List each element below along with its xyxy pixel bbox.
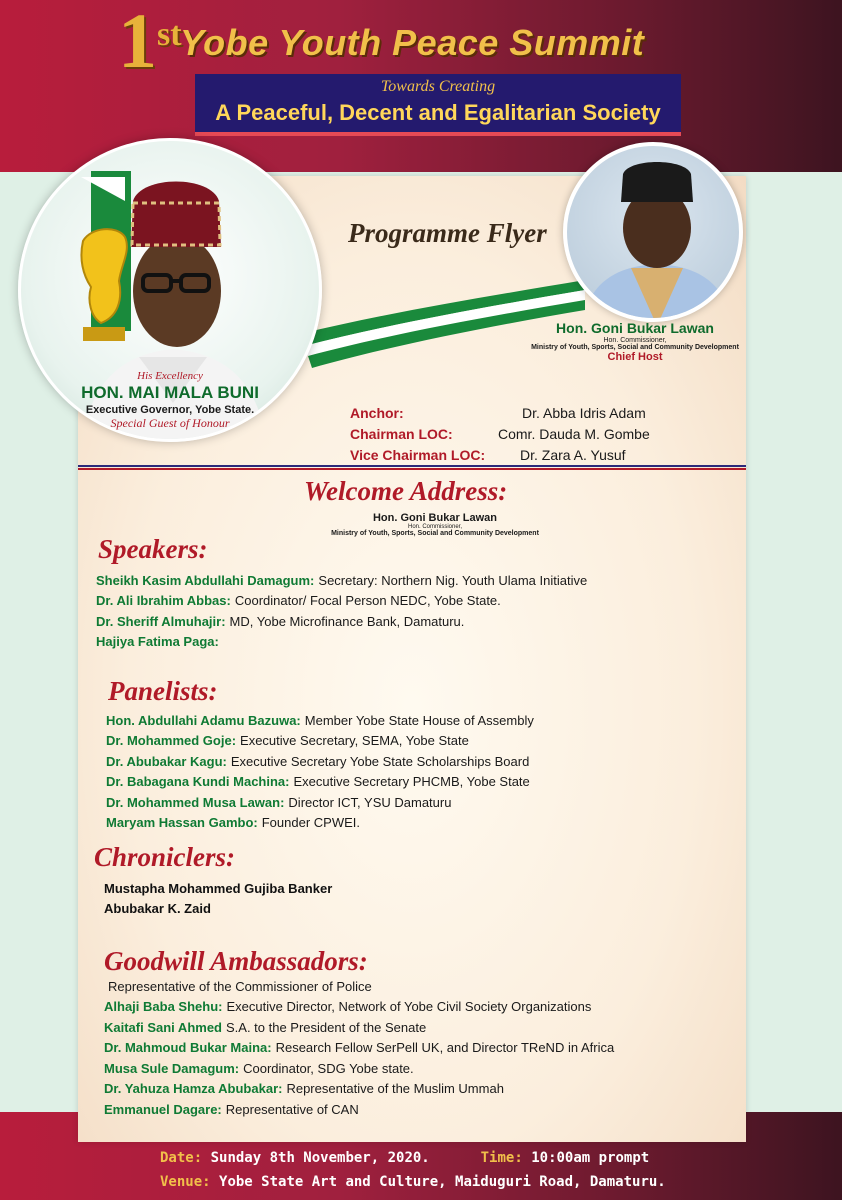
tagline-main: A Peaceful, Decent and Egalitarian Society	[215, 100, 661, 125]
chief-host-photo-icon	[567, 146, 743, 322]
panelists-list	[106, 710, 534, 833]
list-item: Hon. Abdullahi Adamu Bazuwa: Member Yobe State House of Assembly	[106, 712, 534, 728]
panelists-heading: Panelists:	[108, 676, 218, 706]
date-label: Date:	[160, 1150, 203, 1166]
event-date-time	[160, 1150, 649, 1166]
tagline-banner	[195, 74, 681, 136]
list-item: Dr. Mohammed Musa Lawan: Director ICT, YSU Damaturu	[106, 794, 452, 810]
list-item: Kaitafi Sani Ahmed S.A. to the President of the Senate	[104, 1019, 427, 1035]
chroniclers-heading: Chroniclers:	[94, 842, 236, 872]
list-item: Dr. Yahuza Hamza Abubakar: Representative of the Muslim Ummah	[104, 1081, 504, 1097]
welcome-ministry: Ministry of Youth, Sports, Social and Community Development	[331, 530, 539, 537]
chief-host-name: Hon. Goni Bukar Lawan	[556, 320, 714, 336]
role-value: Dr. Abba Idris Adam	[522, 404, 646, 421]
list-item: Maryam Hassan Gambo: Founder CPWEI.	[106, 815, 360, 831]
ambassadors-heading: Goodwill Ambassadors:	[104, 946, 368, 976]
welcome-heading: Welcome Address:	[304, 476, 508, 506]
list-item: Alhaji Baba Shehu: Executive Director, Network of Yobe Civil Society Organizations	[104, 999, 592, 1015]
governor-title: Special Guest of Honour	[110, 416, 230, 430]
role-label: Chairman LOC:	[350, 425, 453, 442]
list-item: Hajiya Fatima Paga:	[96, 634, 219, 650]
chief-host-caption	[500, 320, 770, 363]
list-item: Musa Sule Damagum: Coordinator, SDG Yobe state.	[104, 1060, 414, 1076]
venue-value: Yobe State Art and Culture, Maiduguri Road, Damaturu.	[219, 1174, 666, 1190]
welcome-speaker	[290, 512, 580, 537]
list-item: Representative of the Commissioner of Police	[108, 978, 372, 994]
welcome-role: Hon. Commissioner,	[407, 524, 463, 530]
chief-host-portrait	[563, 142, 743, 322]
chief-host-role: Hon. Commissioner,	[603, 337, 667, 344]
chroniclers-list	[104, 878, 332, 919]
governor-role: Executive Governor, Yobe State.	[85, 404, 255, 416]
list-item: Emmanuel Dagare: Representative of CAN	[104, 1101, 359, 1117]
role-value: Comr. Dauda M. Gombe	[498, 425, 650, 442]
time-value: 10:00am prompt	[531, 1150, 650, 1166]
governor-honorific: His Excellency	[137, 370, 203, 382]
speakers-heading: Speakers:	[98, 534, 208, 564]
list-item: Dr. Mohammed Goje: Executive Secretary, SEMA, Yobe State	[106, 733, 469, 749]
list-item: Sheikh Kasim Abdullahi Damagum: Secretary: Northern Nig. Youth Ulama Initiative	[96, 572, 588, 588]
list-item: Mustapha Mohammed Gujiba Banker	[104, 880, 333, 896]
programme-flyer-label: Programme Flyer	[348, 218, 547, 248]
ambassadors-list	[104, 976, 614, 1120]
role-row-chairman	[350, 423, 730, 444]
role-row-anchor	[350, 402, 730, 423]
role-label: Anchor:	[350, 404, 404, 421]
time-label: Time:	[480, 1150, 523, 1166]
ordinal-1st: 1st	[118, 0, 182, 84]
chief-host-title: Chief Host	[607, 351, 663, 363]
role-value: Dr. Zara A. Yusuf	[520, 446, 626, 463]
organizer-roles	[350, 402, 730, 465]
list-item: Dr. Ali Ibrahim Abbas: Coordinator/ Focal Person NEDC, Yobe State.	[96, 593, 501, 609]
list-item: Dr. Sheriff Almuhajir: MD, Yobe Microfinance Bank, Damaturu.	[96, 613, 465, 629]
summit-title: Yobe Youth Peace Summit	[180, 22, 645, 63]
role-row-vice-chairman	[350, 444, 730, 465]
event-venue	[160, 1174, 666, 1190]
date-value: Sunday 8th November, 2020.	[210, 1150, 430, 1166]
list-item: Abubakar K. Zaid	[104, 901, 211, 917]
welcome-name: Hon. Goni Bukar Lawan	[372, 512, 498, 524]
list-item: Dr. Abubakar Kagu: Executive Secretary Yobe State Scholarships Board	[106, 753, 530, 769]
governor-name: HON. MAI MALA BUNI	[81, 383, 259, 402]
list-item: Dr. Babagana Kundi Machina: Executive Secretary PHCMB, Yobe State	[106, 774, 530, 790]
guest-of-honour-caption	[70, 370, 270, 431]
tagline: Towards Creating	[380, 78, 496, 95]
role-label: Vice Chairman LOC:	[350, 446, 486, 463]
list-item: Dr. Mahmoud Bukar Maina: Research Fellow SerPell UK, and Director TReND in Africa	[104, 1040, 615, 1056]
chief-host-ministry: Ministry of Youth, Sports, Social and Community Development	[531, 344, 739, 351]
venue-label: Venue:	[160, 1174, 211, 1190]
speakers-list	[96, 570, 587, 652]
section-divider	[78, 465, 746, 470]
